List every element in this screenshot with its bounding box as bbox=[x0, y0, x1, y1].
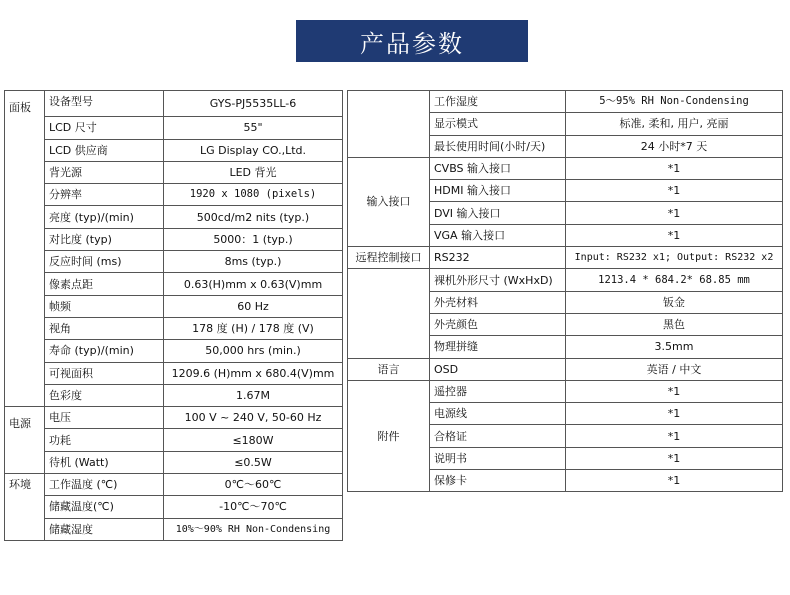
spec-label: 物理拼缝 bbox=[430, 336, 566, 358]
table-row bbox=[5, 496, 343, 518]
spec-label: 显示模式 bbox=[430, 113, 566, 135]
spec-value: 178 度 (H) / 178 度 (V) bbox=[164, 317, 343, 339]
spec-value: *1 bbox=[566, 180, 783, 202]
spec-label: 说明书 bbox=[430, 447, 566, 469]
table-row bbox=[348, 157, 783, 179]
spec-value: 0℃～60℃ bbox=[164, 474, 343, 496]
spec-value: 5～95% RH Non-Condensing bbox=[566, 91, 783, 113]
table-row bbox=[5, 161, 343, 183]
spec-value: 钣金 bbox=[566, 291, 783, 313]
spec-label: LCD 尺寸 bbox=[45, 117, 164, 139]
group-label-blank bbox=[348, 91, 430, 158]
group-label-panel: 面板 bbox=[5, 91, 45, 407]
spec-label: 外壳颜色 bbox=[430, 313, 566, 335]
spec-label: VGA 输入接口 bbox=[430, 224, 566, 246]
spec-label: LCD 供应商 bbox=[45, 139, 164, 161]
spec-value: 50,000 hrs (min.) bbox=[164, 340, 343, 362]
table-row bbox=[5, 362, 343, 384]
spec-value: *1 bbox=[566, 425, 783, 447]
spec-value: 8ms (typ.) bbox=[164, 251, 343, 273]
table-row bbox=[5, 317, 343, 339]
spec-value: 24 小时*7 天 bbox=[566, 135, 783, 157]
table-row bbox=[348, 269, 783, 291]
spec-label: 裸机外形尺寸 (WxHxD) bbox=[430, 269, 566, 291]
table-row bbox=[5, 206, 343, 228]
spec-label: 像素点距 bbox=[45, 273, 164, 295]
spec-label: 功耗 bbox=[45, 429, 164, 451]
table-row bbox=[5, 117, 343, 139]
spec-value: ≤0.5W bbox=[164, 451, 343, 473]
group-label-language: 语言 bbox=[348, 358, 430, 380]
table-row bbox=[5, 251, 343, 273]
spec-label: 亮度 (typ)/(min) bbox=[45, 206, 164, 228]
spec-value: *1 bbox=[566, 470, 783, 492]
spec-label: 工作温度 (℃) bbox=[45, 474, 164, 496]
table-row bbox=[5, 407, 343, 429]
spec-label: 分辨率 bbox=[45, 184, 164, 206]
table-row bbox=[348, 91, 783, 113]
spec-table-right bbox=[347, 90, 783, 492]
table-row bbox=[5, 273, 343, 295]
table-row bbox=[5, 429, 343, 451]
spec-value: 10%～90% RH Non-Condensing bbox=[164, 518, 343, 540]
spec-label: 电源线 bbox=[430, 403, 566, 425]
spec-value: 1920 x 1080 (pixels) bbox=[164, 184, 343, 206]
spec-label: DVI 输入接口 bbox=[430, 202, 566, 224]
spec-label: 背光源 bbox=[45, 161, 164, 183]
page-title: 产品参数 bbox=[296, 20, 528, 62]
table-row bbox=[5, 384, 343, 406]
table-row bbox=[5, 139, 343, 161]
spec-label: CVBS 输入接口 bbox=[430, 157, 566, 179]
spec-label: OSD bbox=[430, 358, 566, 380]
spec-value: 500cd/m2 nits (typ.) bbox=[164, 206, 343, 228]
spec-value: 55" bbox=[164, 117, 343, 139]
spec-value: 标准, 柔和, 用户, 亮丽 bbox=[566, 113, 783, 135]
table-row bbox=[5, 451, 343, 473]
table-row bbox=[5, 340, 343, 362]
group-label-remote: 远程控制接口 bbox=[348, 247, 430, 269]
spec-value: Input: RS232 x1; Output: RS232 x2 bbox=[566, 247, 783, 269]
spec-value: *1 bbox=[566, 224, 783, 246]
spec-value: LG Display CO.,Ltd. bbox=[164, 139, 343, 161]
table-row bbox=[5, 91, 343, 117]
table-row bbox=[5, 474, 343, 496]
spec-value: -10℃～70℃ bbox=[164, 496, 343, 518]
spec-label: RS232 bbox=[430, 247, 566, 269]
spec-label: 外壳材料 bbox=[430, 291, 566, 313]
spec-value: 1209.6 (H)mm x 680.4(V)mm bbox=[164, 362, 343, 384]
spec-label: 色彩度 bbox=[45, 384, 164, 406]
spec-label: 储藏湿度 bbox=[45, 518, 164, 540]
spec-value: *1 bbox=[566, 202, 783, 224]
spec-value: *1 bbox=[566, 403, 783, 425]
spec-label: 遥控器 bbox=[430, 380, 566, 402]
spec-value: 1213.4 * 684.2* 68.85 mm bbox=[566, 269, 783, 291]
spec-label: 合格证 bbox=[430, 425, 566, 447]
spec-value: 5000：1 (typ.) bbox=[164, 228, 343, 250]
spec-value: 英语 / 中文 bbox=[566, 358, 783, 380]
spec-label: 最长使用时间(小时/天) bbox=[430, 135, 566, 157]
spec-label: HDMI 输入接口 bbox=[430, 180, 566, 202]
spec-label: 视角 bbox=[45, 317, 164, 339]
spec-label: 帧频 bbox=[45, 295, 164, 317]
table-row bbox=[5, 518, 343, 540]
table-row bbox=[348, 380, 783, 402]
spec-value: 黑色 bbox=[566, 313, 783, 335]
spec-value: 3.5mm bbox=[566, 336, 783, 358]
group-label-blank bbox=[348, 269, 430, 358]
table-row bbox=[5, 184, 343, 206]
spec-value: LED 背光 bbox=[164, 161, 343, 183]
table-row bbox=[5, 295, 343, 317]
spec-label: 寿命 (typ)/(min) bbox=[45, 340, 164, 362]
spec-label: 设备型号 bbox=[45, 91, 164, 117]
group-label-input: 输入接口 bbox=[348, 157, 430, 246]
table-row bbox=[348, 247, 783, 269]
spec-label: 对比度 (typ) bbox=[45, 228, 164, 250]
spec-value: 60 Hz bbox=[164, 295, 343, 317]
spec-value: 100 V ~ 240 V, 50-60 Hz bbox=[164, 407, 343, 429]
group-label-accessories: 附件 bbox=[348, 380, 430, 491]
spec-value: ≤180W bbox=[164, 429, 343, 451]
table-row bbox=[5, 228, 343, 250]
spec-value: *1 bbox=[566, 447, 783, 469]
spec-value: 0.63(H)mm x 0.63(V)mm bbox=[164, 273, 343, 295]
spec-value: 1.67M bbox=[164, 384, 343, 406]
group-label-environment: 环境 bbox=[5, 474, 45, 541]
spec-label: 电压 bbox=[45, 407, 164, 429]
group-label-power: 电源 bbox=[5, 407, 45, 474]
spec-label: 工作湿度 bbox=[430, 91, 566, 113]
spec-label: 储藏温度(℃) bbox=[45, 496, 164, 518]
spec-value: GYS-PJ5535LL-6 bbox=[164, 91, 343, 117]
table-row bbox=[348, 358, 783, 380]
spec-label: 可视面积 bbox=[45, 362, 164, 384]
spec-label: 反应时间 (ms) bbox=[45, 251, 164, 273]
spec-value: *1 bbox=[566, 157, 783, 179]
spec-value: *1 bbox=[566, 380, 783, 402]
spec-label: 保修卡 bbox=[430, 470, 566, 492]
spec-label: 待机 (Watt) bbox=[45, 451, 164, 473]
spec-table-left bbox=[4, 90, 343, 541]
